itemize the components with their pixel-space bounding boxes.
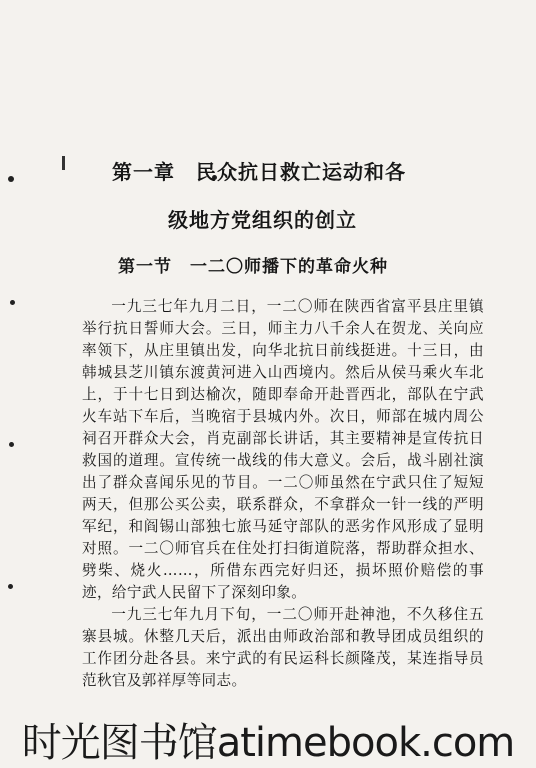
margin-dot-mark (8, 584, 13, 589)
section-title: 第一节 一二〇师播下的革命火种 (118, 257, 388, 277)
paragraph: 一九三七年九月二日，一二〇师在陕西省富平县庄里镇举行抗日誓师大会。三日，师主力八千余人在贺龙、关向应率领下，从庄里镇出发，向华北抗日前线挺进。十三日，由韩城县芝川镇东渡黄河进入山西境内。然后从侯马乘火车北上，于十七日到达榆次，随即奉命开赴晋西北，部队在宁武火车站下车后，当晚宿于县城内外。次日，师部在城内周公祠召开群众大会，肖克副部长讲话，其主要精神是宣传抗日救国的道理。宣传统一战线的伟大意义。会后，战斗剧社演出了群众喜闻乐见的节目。一二〇师虽然在宁武只住了短短两天，但那公买公卖，联系群众，不拿群众一针一线的严明军纪，和阎锡山部独七旅马延守部队的恶劣作风形成了显明对照。一二〇师官兵在住处打扫街道院落，帮助群众担水、劈柴、烧火……，所借东西完好归还，损坏照价赔偿的事迹，给宁武人民留下了深刻印象。 (82, 298, 484, 601)
margin-tick-mark (62, 156, 65, 170)
body-text (82, 296, 484, 692)
chapter-title-line1: 第一章 民众抗日救亡运动和各 (112, 160, 406, 184)
watermark: 时光图书馆atimebook.com (21, 720, 515, 766)
margin-dot-mark (9, 442, 14, 447)
paragraph: 一九三七年九月下旬，一二〇师开赴神池，不久移住五寨县城。休整几天后，派出由师政治部和教导团成员组织的工作团分赴各县。来宁武的有民运科长颜隆茂，某连指导员范秋官及郭祥厚等同志。 (82, 606, 484, 689)
chapter-title-line2: 级地方党组织的创立 (168, 208, 357, 232)
margin-dot-mark (8, 176, 14, 182)
margin-dot-mark (10, 300, 15, 305)
